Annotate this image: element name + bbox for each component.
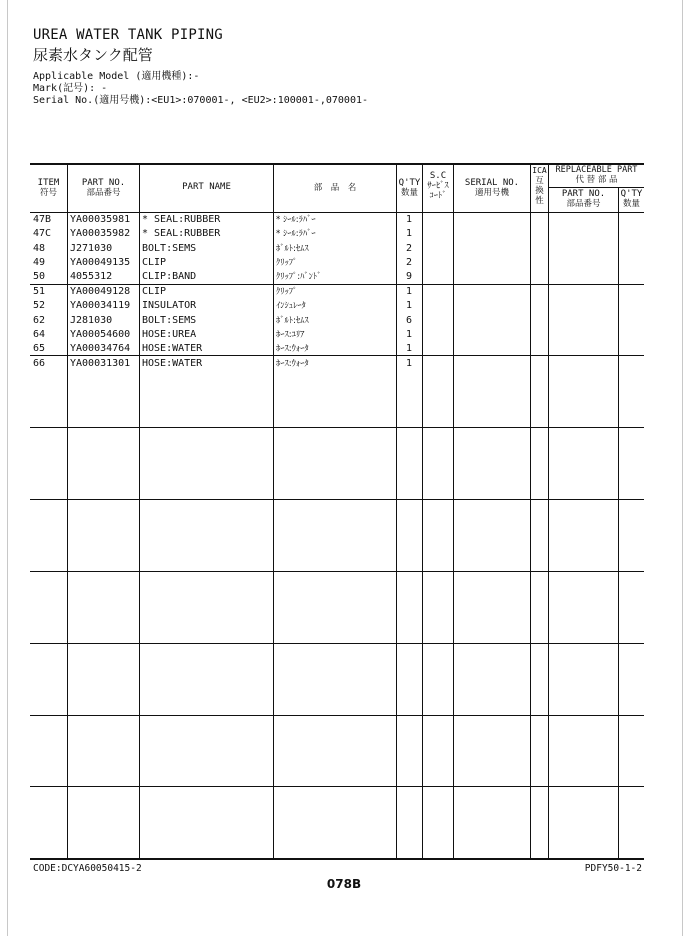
row-name-japanese: ｸﾘｯﾌﾟ [276,257,298,268]
row-item: 47B [33,214,52,225]
header-service-code: S.C ｻｰﾋﾞｽ ｺｰﾄﾞ [427,171,449,201]
page-number: 078B [326,877,362,891]
row-item: 50 [33,271,46,283]
row-part-name: HOSE:UREA [142,328,197,340]
header-name-japanese: 部 品 名 [313,183,357,193]
applicable-model: Applicable Model (適用機種):- [33,71,200,82]
row-part-name: CLIP:BAND [142,271,197,283]
row-part-name: INSULATOR [142,300,197,312]
page-frame [7,0,683,936]
header-qty: Q'TY 数量 [398,178,421,198]
row-part-name: * SEAL:RUBBER [142,214,221,225]
row-name-japanese: ｸﾘｯﾌﾟ:ﾊﾞﾝﾄﾞ [276,272,322,283]
row-item: 47C [33,228,52,240]
row-part-name: HOSE:WATER [142,357,203,369]
row-part-name: BOLT:SEMS [142,314,197,326]
row-item: 52 [33,300,46,312]
row-qty: 6 [406,314,413,326]
row-name-japanese: ﾎｰｽ:ｳｫｰﾀ [276,358,309,369]
row-qty: 1 [406,343,413,355]
page-title-japanese: 尿素水タンク配管 [33,46,153,64]
row-item: 51 [33,286,46,297]
row-part-no: YA00049128 [70,286,131,297]
row-qty: 1 [406,228,413,240]
row-part-no: 4055312 [70,271,113,283]
row-name-japanese: * ｼｰﾙ:ﾗﾊﾞｰ [276,229,316,240]
row-name-japanese: ﾎﾞﾙﾄ:ｾﾑｽ [276,243,309,254]
row-part-no: YA00034119 [70,300,131,312]
row-item: 62 [33,314,46,326]
row-qty: 9 [406,271,413,283]
row-name-japanese: * ｼｰﾙ:ﾗﾊﾞｰ [276,215,316,225]
row-part-name: * SEAL:RUBBER [142,228,221,240]
row-qty: 1 [406,300,413,312]
row-name-japanese: ｸﾘｯﾌﾟ [276,287,298,297]
row-part-name: CLIP [142,256,167,268]
row-part-no: YA00031301 [70,357,131,369]
row-item: 65 [33,343,46,355]
row-part-name: BOLT:SEMS [142,242,197,254]
row-part-no: YA00049135 [70,256,131,268]
row-part-no: YA00035981 [70,214,131,225]
row-name-japanese: ﾎｰｽ:ｳｫｰﾀ [276,344,309,355]
row-qty: 1 [406,286,413,297]
row-qty: 1 [406,328,413,340]
row-part-no: YA00034764 [70,343,131,355]
row-part-no: YA00035982 [70,228,131,240]
document-code: CODE:DCYA60050415-2 [33,863,142,874]
row-part-name: CLIP [142,286,167,297]
row-part-no: J271030 [70,242,113,254]
header-part-name: PART NAME [182,182,231,192]
header-interchangeability: ICA 互 換 性 [532,166,547,206]
row-qty: 2 [406,256,413,268]
row-item: 49 [33,256,46,268]
header-replaceable-part-no: PART NO. 部品番号 [561,189,606,209]
header-replaceable-qty: Q'TY 数量 [620,189,643,209]
row-qty: 2 [406,242,413,254]
mark: Mark(記号): - [33,83,108,94]
row-item: 66 [33,357,46,369]
header-item: ITEM 符号 [37,178,60,198]
header-replaceable-part: REPLACEABLE PART 代 替 部 品 [555,165,638,185]
page-title: UREA WATER TANK PIPING [33,27,223,43]
row-item: 64 [33,328,46,340]
header-part-no: PART NO. 部品番号 [81,178,126,198]
row-qty: 1 [406,214,413,225]
row-name-japanese: ﾎﾞﾙﾄ:ｾﾑｽ [276,315,309,326]
row-qty: 1 [406,357,413,369]
header-serial-no: SERIAL NO. 適用号機 [464,178,520,198]
row-name-japanese: ﾎｰｽ:ﾕﾘｱ [276,329,305,340]
row-part-no: J281030 [70,314,113,326]
row-part-no: YA00054600 [70,328,131,340]
row-item: 48 [33,242,46,254]
document-reference: PDFY50-1-2 [584,863,642,874]
serial-number: Serial No.(適用号機):<EU1>:070001-, <EU2>:100001-,070001- [33,95,369,106]
row-name-japanese: ｲﾝｼｭﾚｰﾀ [276,301,306,312]
row-part-name: HOSE:WATER [142,343,203,355]
